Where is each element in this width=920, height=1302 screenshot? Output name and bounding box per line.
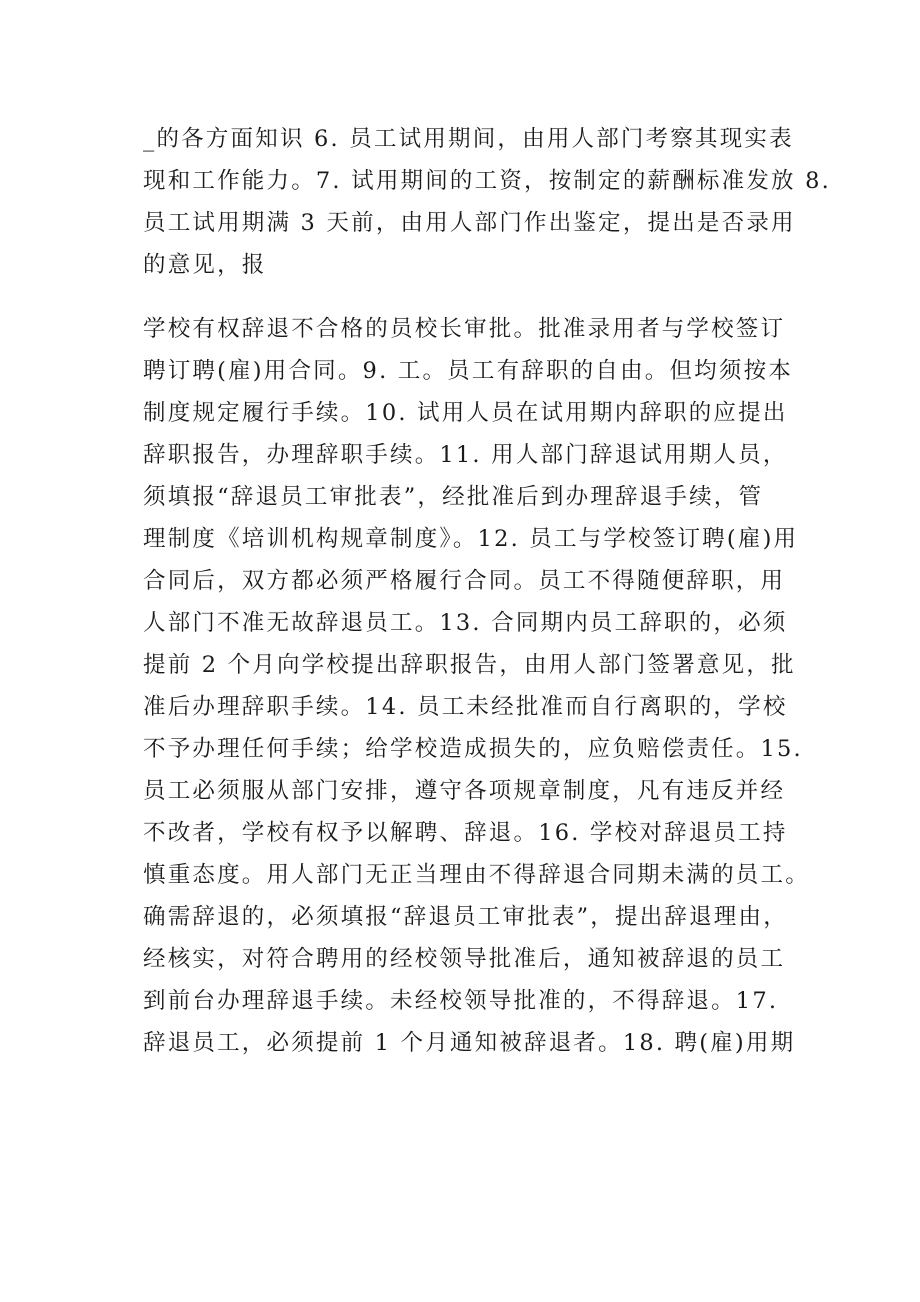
- text-line: 须填报“辞退员工审批表”，经批准后到办理辞退手续，管: [143, 484, 764, 510]
- paragraph-1: [143, 118, 831, 286]
- text-line: 到前台办理辞退手续。未经校领导批准的，不得辞退。17.: [143, 988, 779, 1014]
- text-line: 不改者，学校有权予以解聘、辞退。16. 学校对辞退员工持: [143, 820, 788, 846]
- text-line: 经核实，对符合聘用的经校领导批准后，通知被辞退的员工: [143, 946, 786, 972]
- text-line: 现和工作能力。7. 试用期间的工资，按制定的薪酬标准发放 8.: [143, 168, 831, 194]
- text-line: 慎重态度。用人部门无正当理由不得辞退合同期未满的员工。: [143, 862, 810, 888]
- text-line: 理制度《培训机构规章制度》。12. 员工与学校签订聘(雇)用: [143, 526, 799, 552]
- text-line: 准后办理辞职手续。14. 员工未经批准而自行离职的，学校: [143, 694, 788, 720]
- text-line: 合同后，双方都必须严格履行合同。员工不得随便辞职，用: [143, 568, 786, 594]
- text-line: 员工试用期满 3 天前，由用人部门作出鉴定，提出是否录用: [143, 210, 796, 236]
- text-line: 制度规定履行手续。10. 试用人员在试用期内辞职的应提出: [143, 400, 788, 426]
- text-line: 确需辞退的，必须填报“辞退员工审批表”，提出辞退理由，: [143, 904, 788, 930]
- text-line: 提前 2 个月向学校提出辞职报告，由用人部门签署意见，批: [143, 652, 796, 678]
- text-line: 员工必须服从部门安排，遵守各项规章制度，凡有违反并经: [143, 778, 786, 804]
- text-line: 辞退员工，必须提前 1 个月通知被辞退者。18. 聘(雇)用期: [143, 1030, 796, 1056]
- text-line: 不予办理任何手续；给学校造成损失的，应负赔偿责任。15.: [143, 736, 803, 762]
- text-line: 的意见，报: [143, 252, 267, 278]
- text-line: _的各方面知识 6. 员工试用期间，由用人部门考察其现实表: [143, 126, 794, 152]
- paragraph-2: [143, 308, 810, 1064]
- text-line: 人部门不准无故辞退员工。13. 合同期内员工辞职的，必须: [143, 610, 788, 636]
- text-line: 辞职报告，办理辞职手续。11. 用人部门辞退试用期人员，: [143, 442, 788, 468]
- text-line: 聘订聘(雇)用合同。9. 工。员工有辞职的自由。但均须按本: [143, 358, 793, 384]
- text-line: 学校有权辞退不合格的员校长审批。批准录用者与学校签订: [143, 316, 786, 342]
